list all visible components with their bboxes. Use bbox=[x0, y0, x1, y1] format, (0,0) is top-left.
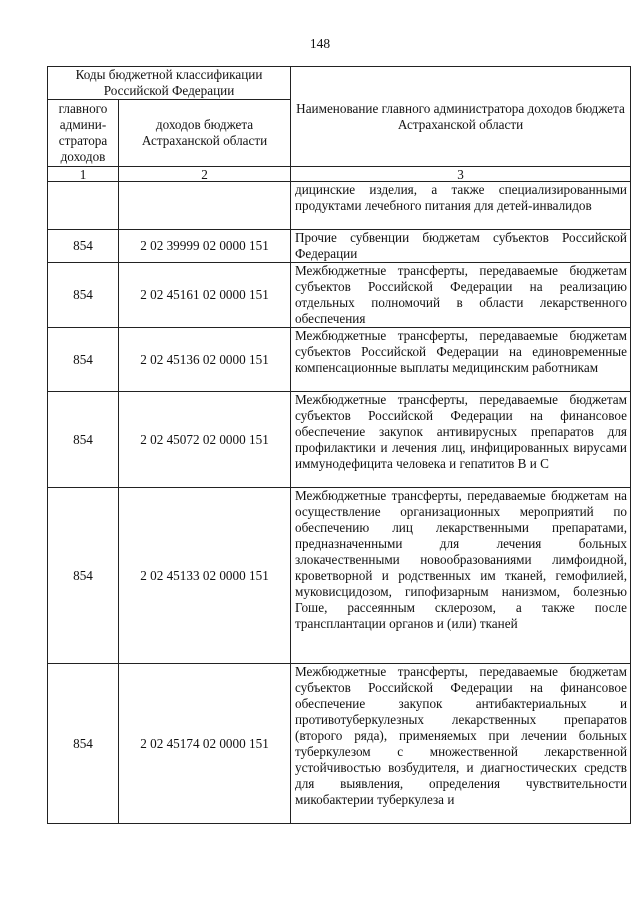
admin-code-cell: 854 bbox=[48, 263, 119, 328]
header-number-1: 1 bbox=[48, 167, 119, 182]
admin-code-cell: 854 bbox=[48, 230, 119, 263]
table-row bbox=[48, 488, 631, 664]
description-cell: Межбюджетные трансферты, передаваемые бюджетам на осуществление организационных мероприятий по обеспечению лиц лекарственными препаратами, предназначенными для лечения больных злокачественными новообразованиями лимфоидной, кроветворной и родственных им тканей, гемофилией, муковисцидозом, гипофизарным нанизмом, болезнью Гоше, рассеянным склерозом, а также после трансплантации органов и (или) тканей bbox=[291, 488, 631, 664]
description-cell: Межбюджетные трансферты, передаваемые бюджетам субъектов Российской Федерации на финансовое обеспечение закупок антивирусных препаратов для профилактики и лечения лиц, инфицированных вирусами иммунодефицита человека и гепатитов B и C bbox=[291, 392, 631, 488]
description-cell: Межбюджетные трансферты, передаваемые бюджетам субъектов Российской Федерации на финансовое обеспечение закупок антибактериальных и противотуберкулезных лекарственных препаратов (второго ряда), применяемых при лечении больных туберкулезом с множественной лекарственной устойчивостью возбудителя, и диагностических средств для выявления, определения чувствительности микобактерии туберкулеза и bbox=[291, 664, 631, 824]
budget-classification-table bbox=[47, 66, 631, 824]
income-code-cell: 2 02 45072 02 0000 151 bbox=[119, 392, 291, 488]
table-row bbox=[48, 328, 631, 392]
table-row bbox=[48, 182, 631, 230]
admin-code-cell: 854 bbox=[48, 664, 119, 824]
header-name-column: Наименование главного администратора доходов бюджета Астраханской области bbox=[291, 67, 631, 167]
description-cell: дицинские изделия, а также специализированными продуктами лечебного питания для детей-инвалидов bbox=[291, 182, 631, 230]
table-row bbox=[48, 230, 631, 263]
admin-code-cell bbox=[48, 182, 119, 230]
description-cell: Межбюджетные трансферты, передаваемые бюджетам субъектов Российской Федерации на единовременные компенсационные выплаты медицинским работникам bbox=[291, 328, 631, 392]
admin-code-cell: 854 bbox=[48, 488, 119, 664]
income-code-cell: 2 02 45161 02 0000 151 bbox=[119, 263, 291, 328]
table-body bbox=[48, 182, 631, 824]
description-cell: Межбюджетные трансферты, передаваемые бюджетам субъектов Российской Федерации на реализацию отдельных полномочий в области лекарственного обеспечения bbox=[291, 263, 631, 328]
description-cell: Прочие субвенции бюджетам субъектов Российской Федерации bbox=[291, 230, 631, 263]
header-income-column: доходов бюджета Астраханской области bbox=[119, 100, 291, 167]
header-number-3: 3 bbox=[291, 167, 631, 182]
page-number: 148 bbox=[309, 36, 331, 51]
admin-code-cell: 854 bbox=[48, 328, 119, 392]
table-row bbox=[48, 263, 631, 328]
income-code-cell: 2 02 45174 02 0000 151 bbox=[119, 664, 291, 824]
admin-code-cell: 854 bbox=[48, 392, 119, 488]
table-row bbox=[48, 664, 631, 824]
income-code-cell bbox=[119, 182, 291, 230]
header-codes-group: Коды бюджетной классификации Российской Федерации bbox=[48, 67, 291, 100]
header-admin-column: главного админи-стратора доходов bbox=[48, 100, 119, 167]
income-code-cell: 2 02 39999 02 0000 151 bbox=[119, 230, 291, 263]
income-code-cell: 2 02 45133 02 0000 151 bbox=[119, 488, 291, 664]
header-number-2: 2 bbox=[119, 167, 291, 182]
table-row bbox=[48, 392, 631, 488]
table-header bbox=[48, 67, 631, 182]
income-code-cell: 2 02 45136 02 0000 151 bbox=[119, 328, 291, 392]
